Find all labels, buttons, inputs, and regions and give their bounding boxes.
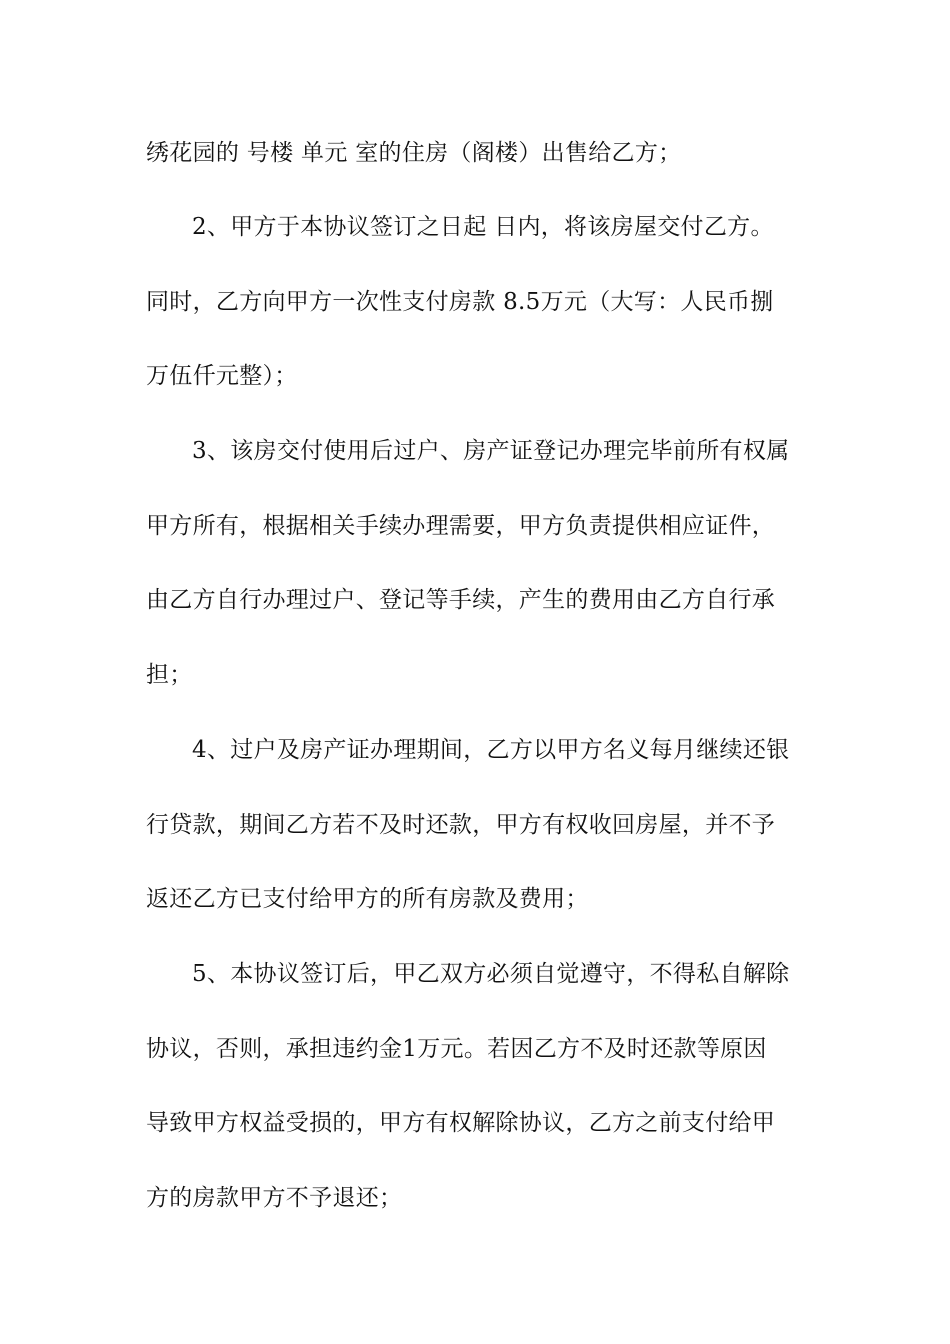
clause-3-line-2: 甲方所有，根据相关手续办理需要，甲方负责提供相应证件， — [146, 513, 776, 539]
clause-3-line-4: 担； — [146, 662, 193, 688]
clause-2-line-2: 同时，乙方向甲方一次性支付房款 8.5万元（大写：人民币捌 — [146, 289, 774, 315]
clause-5-line-3: 导致甲方权益受损的，甲方有权解除协议，乙方之前支付给甲 — [146, 1110, 776, 1136]
clause-5-line-4: 方的房款甲方不予退还； — [146, 1185, 403, 1211]
clause-4-line-3: 返还乙方已支付给甲方的所有房款及费用； — [146, 886, 589, 912]
clause-4-line-2: 行贷款，期间乙方若不及时还款，甲方有权收回房屋，并不予 — [146, 812, 776, 838]
clause-4-line-1: 4、过户及房产证办理期间，乙方以甲方名义每月继续还银 — [192, 737, 790, 763]
clause-2-line-3: 万伍仟元整）； — [146, 363, 298, 389]
clause-5-line-1: 5、本协议签订后，甲乙双方必须自觉遵守，不得私自解除 — [192, 961, 790, 987]
clause-2-line-1: 2、甲方于本协议签订之日起 日内，将该房屋交付乙方。 — [192, 214, 774, 240]
clause-5-line-2: 协议，否则，承担违约金1万元。若因乙方不及时还款等原因 — [146, 1036, 767, 1062]
text-line-1: 绣花园的 号楼 单元 室的住房（阁楼）出售给乙方； — [146, 140, 682, 166]
clause-3-line-1: 3、该房交付使用后过户、房产证登记办理完毕前所有权属 — [192, 438, 790, 464]
clause-3-line-3: 由乙方自行办理过户、登记等手续，产生的费用由乙方自行承 — [146, 587, 776, 613]
